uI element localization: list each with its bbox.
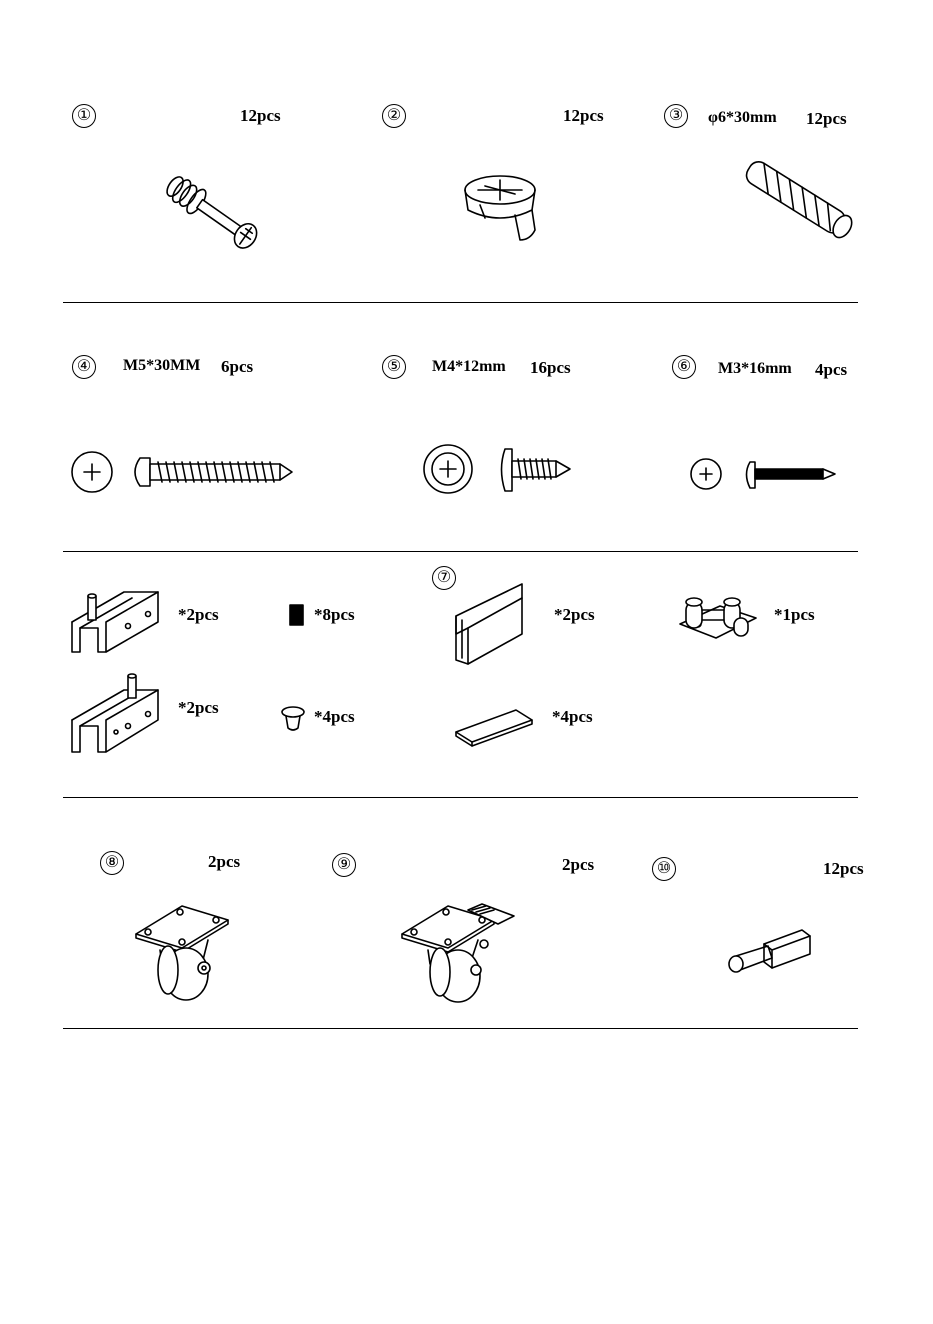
washer-screw-m4-icon: [420, 445, 580, 505]
item-qty-roller-catch: *1pcs: [774, 605, 815, 624]
item-qty-set-screw: *8pcs: [314, 605, 355, 624]
item-spec-3: φ6*30mm: [708, 109, 777, 126]
item-spec-6: M3*16mm: [718, 360, 792, 377]
pin-bracket-icon: [68, 582, 168, 662]
item-number-6: ⑥: [672, 355, 696, 379]
cam-bolt-icon: [160, 170, 310, 280]
item-number-4: ④: [72, 355, 96, 379]
item-number-5: ⑤: [382, 355, 406, 379]
item-qty-6: 4pcs: [815, 360, 848, 379]
item-qty-bracket-b: *2pcs: [178, 698, 219, 717]
item-qty-pad: *4pcs: [552, 707, 593, 726]
item-number-3: ③: [664, 104, 688, 128]
locking-caster-wheel-icon: [398, 900, 528, 1010]
pin-bracket-tall-icon: [68, 672, 168, 762]
item-qty-u-channel: *2pcs: [554, 605, 595, 624]
item-number-7: ⑦: [432, 566, 456, 590]
set-screw-icon: [288, 603, 306, 629]
section-divider-4: [63, 1028, 858, 1029]
caster-wheel-icon: [132, 898, 242, 1008]
double-roller-catch-icon: [676, 588, 776, 648]
item-number-9: ⑨: [332, 853, 356, 877]
section-divider-2: [63, 551, 858, 552]
item-qty-5: 16pcs: [530, 358, 571, 377]
item-qty-1: 12pcs: [240, 106, 281, 125]
item-qty-2: 12pcs: [563, 106, 604, 125]
shelf-pin-icon: [722, 922, 822, 988]
cam-lock-icon: [460, 170, 560, 250]
item-qty-10: 12pcs: [823, 859, 864, 878]
item-number-8: ⑧: [100, 851, 124, 875]
item-qty-3: 12pcs: [806, 109, 847, 128]
item-qty-4: 6pcs: [221, 357, 254, 376]
item-spec-4: M5*30MM: [123, 357, 201, 374]
item-number-2: ②: [382, 104, 406, 128]
item-qty-bracket-a: *2pcs: [178, 605, 219, 624]
item-qty-8: 2pcs: [208, 852, 241, 871]
item-qty-9: 2pcs: [562, 855, 595, 874]
section-divider-3: [63, 797, 858, 798]
sleeve-bushing-icon: [280, 704, 310, 734]
item-qty-bushing: *4pcs: [314, 707, 355, 726]
wooden-dowel-icon: [740, 160, 870, 260]
item-number-10: ⑩: [652, 857, 676, 881]
adhesive-pad-icon: [452, 704, 542, 750]
u-channel-bracket-icon: [452, 580, 552, 670]
screw-m5-icon: [70, 450, 300, 500]
item-spec-5: M4*12mm: [432, 358, 506, 375]
section-divider-1: [63, 302, 858, 303]
item-number-1: ①: [72, 104, 96, 128]
screw-m3-icon: [690, 458, 840, 498]
